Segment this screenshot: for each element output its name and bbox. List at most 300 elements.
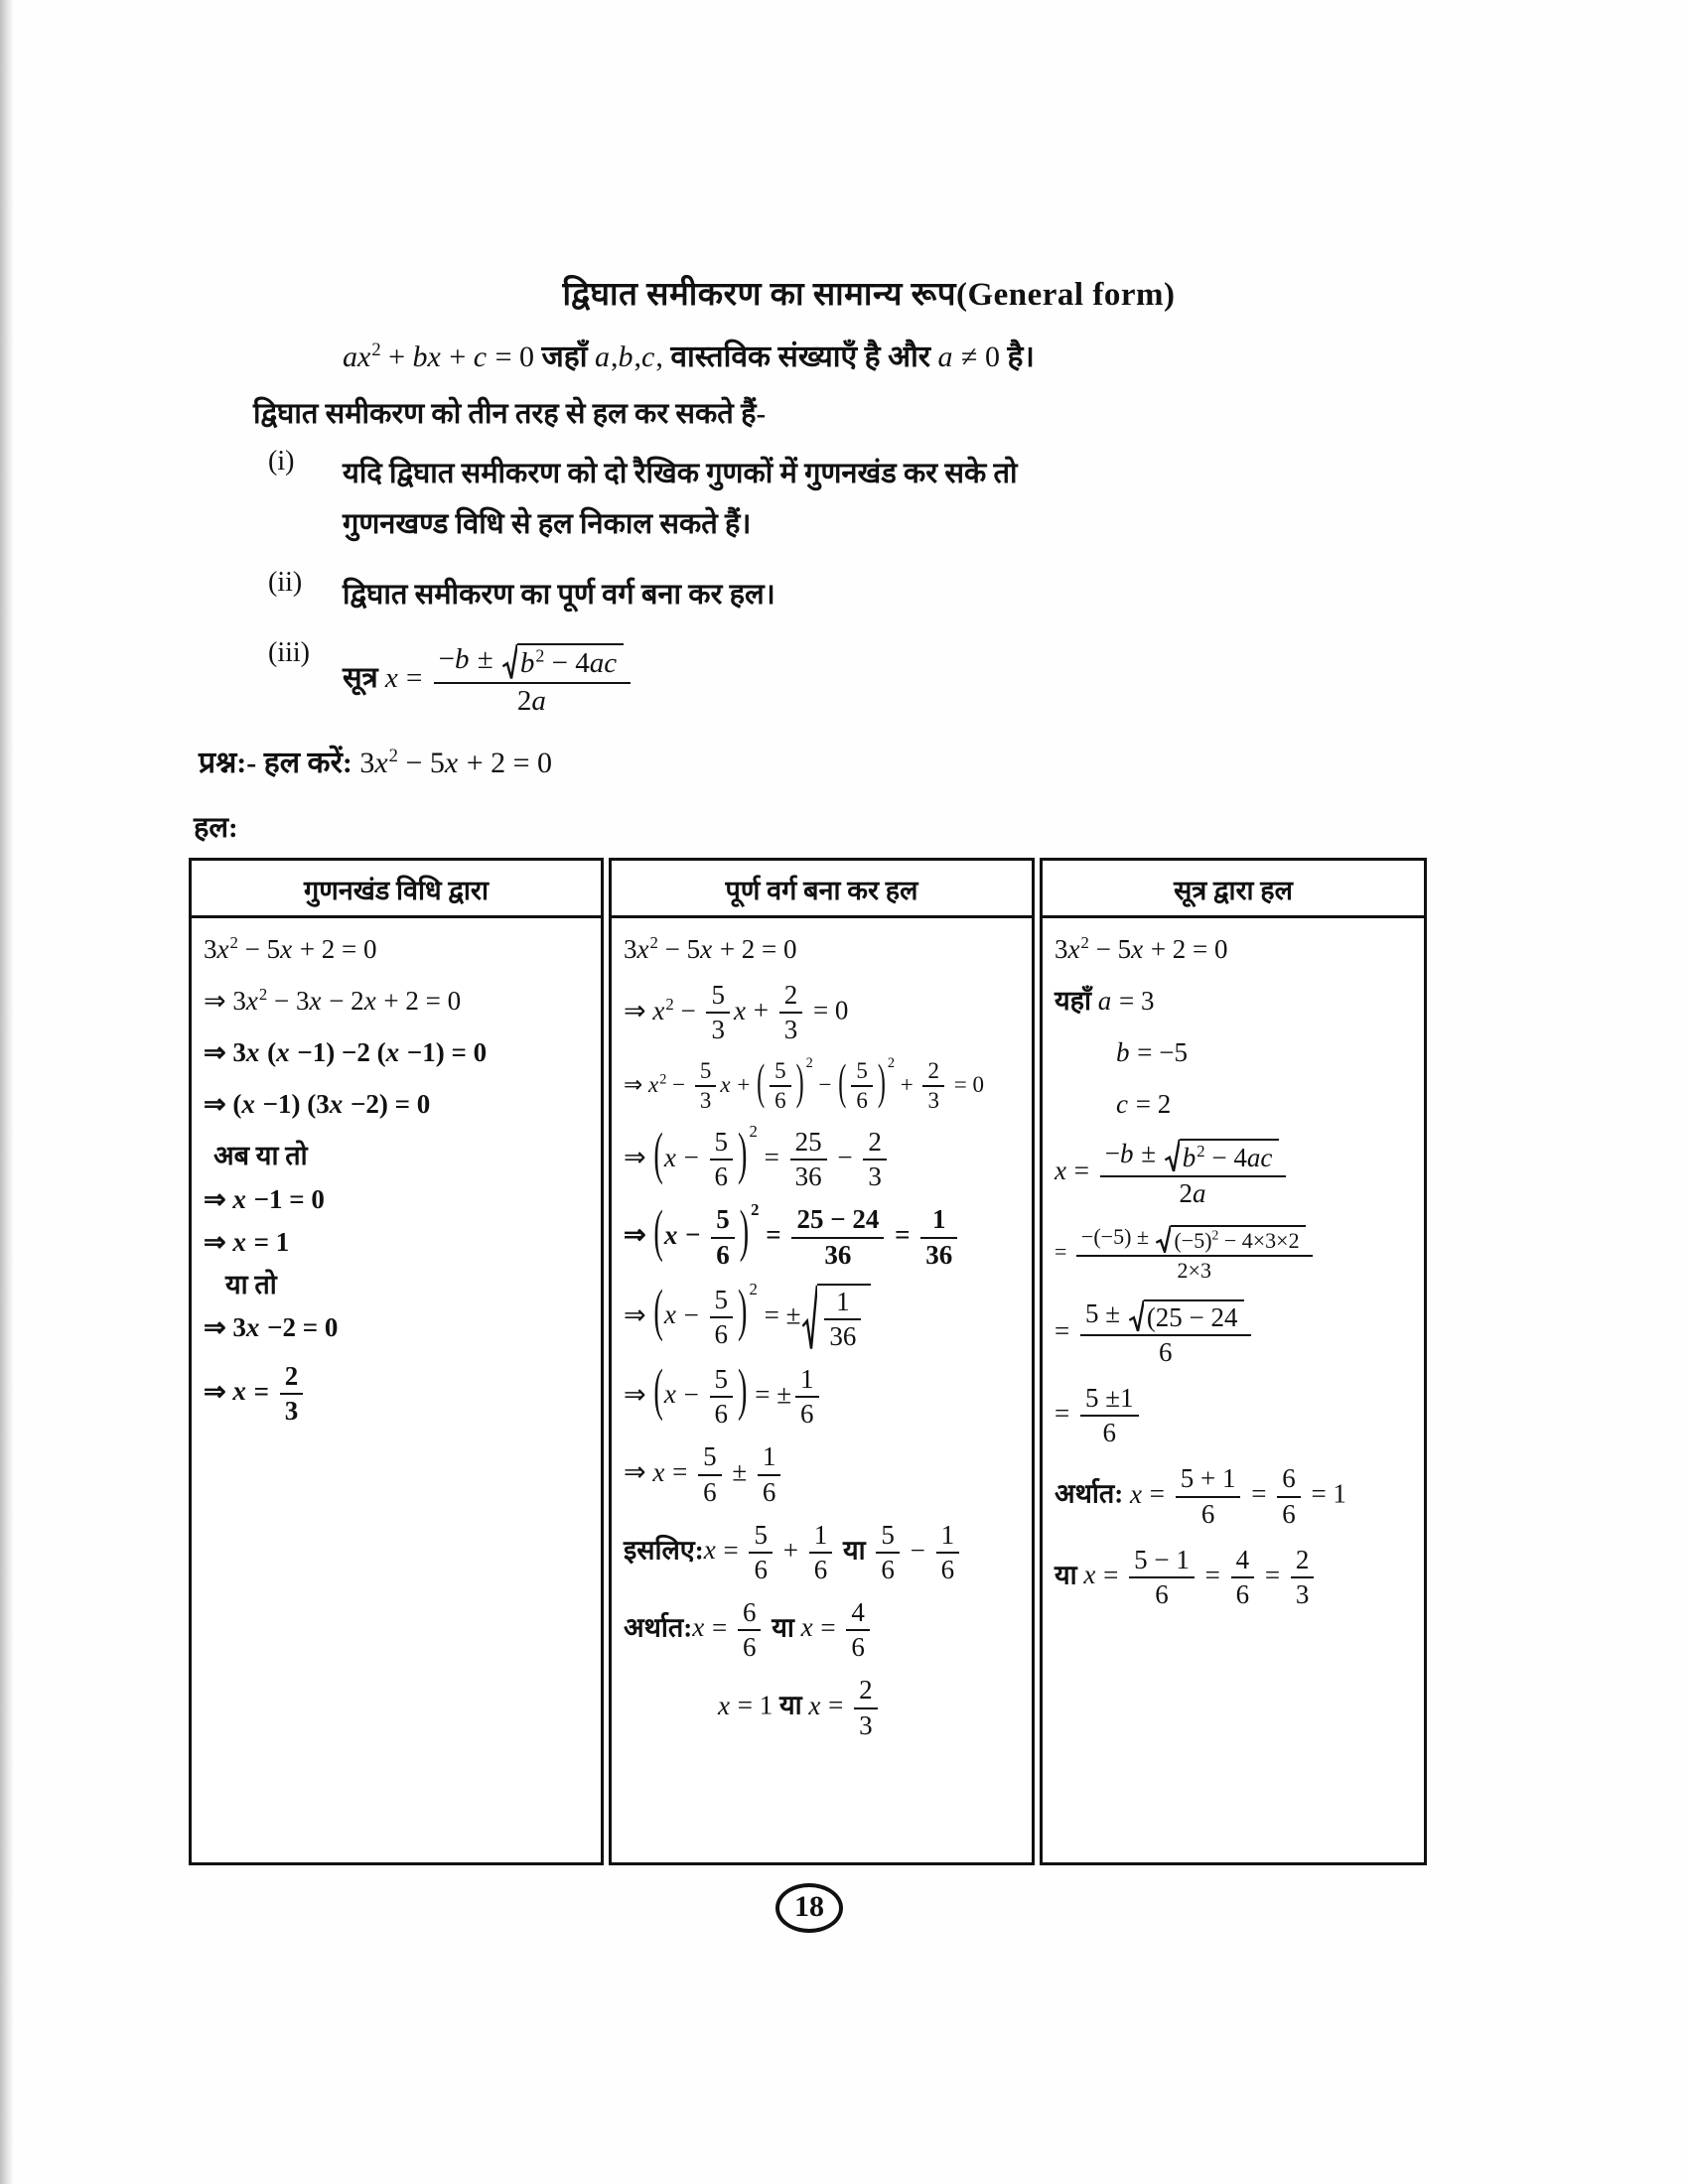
fraction-denominator <box>790 1160 827 1191</box>
math-text: 1 <box>940 1519 955 1550</box>
fraction-numerator <box>1176 1464 1241 1497</box>
exponent: 2 <box>1196 1142 1205 1161</box>
fraction-denominator <box>824 1320 861 1351</box>
math-text: 36 <box>824 1239 852 1270</box>
math-text: ⇒ <box>624 1142 653 1172</box>
math-text: = <box>1258 1560 1287 1590</box>
question-line <box>199 741 1430 781</box>
exponent: 2 <box>1080 933 1089 953</box>
radical-sign <box>1156 1225 1171 1253</box>
math-text: 6 <box>716 1239 730 1270</box>
math-line <box>204 1225 589 1260</box>
fraction-denominator <box>710 1398 734 1429</box>
fraction <box>1080 1299 1251 1368</box>
fraction-numerator <box>846 1598 870 1631</box>
math-line <box>1055 984 1412 1019</box>
table-column <box>189 858 604 1865</box>
radical-sign <box>802 1284 817 1351</box>
math-line <box>204 1087 589 1122</box>
fraction-numerator <box>434 643 632 684</box>
math-text: b = −5 <box>1116 1037 1188 1068</box>
radicand <box>1180 1139 1280 1172</box>
math-text: ⇒ <box>624 1379 653 1410</box>
math-text: 2a <box>1179 1177 1206 1208</box>
fraction <box>1231 1546 1255 1609</box>
method-item-label: (iii) <box>268 636 310 668</box>
fraction <box>695 1059 717 1115</box>
fraction-numerator <box>698 1442 722 1475</box>
math-line <box>213 1139 589 1173</box>
fraction-denominator <box>1277 1498 1301 1529</box>
fraction-numerator <box>795 1365 819 1398</box>
hindi-text: यदि द्विघात समीकरण को दो रैखिक गुणकों में गुणनखंड कर सके तो <box>343 458 1018 489</box>
fraction <box>922 1059 944 1115</box>
math-text: −(−5) ± <box>1080 1223 1155 1249</box>
math-text: 4 <box>1235 1544 1250 1574</box>
math-text: 1 <box>836 1286 850 1316</box>
solution-label: हल: <box>194 812 238 845</box>
math-text: 5 <box>856 1057 868 1083</box>
math-text: = <box>759 1219 788 1250</box>
math-text: 6 <box>856 1088 868 1114</box>
hindi-text: वास्तविक संख्याएँ है और <box>670 341 938 373</box>
math-text: c = 2 <box>1116 1089 1172 1120</box>
radicand <box>517 643 624 680</box>
math-text: 25 <box>794 1127 822 1158</box>
fraction <box>795 1365 819 1429</box>
math-text: x − <box>663 1142 706 1172</box>
math-text: ⇒ <box>624 1219 653 1250</box>
fraction <box>1277 1464 1301 1528</box>
open-paren: ( <box>757 1054 766 1110</box>
square-root <box>1156 1225 1305 1253</box>
math-text: x = <box>808 1690 851 1720</box>
math-text: $b^2 - 4ac$ <box>1182 1142 1273 1173</box>
page-number-wrap <box>189 1883 1430 1933</box>
math-text: 3 <box>1295 1578 1310 1609</box>
math-text: 3 <box>927 1088 939 1114</box>
fraction <box>809 1521 833 1584</box>
math-text: 5 ±1 <box>1084 1383 1134 1414</box>
math-text: −b ± <box>1104 1138 1163 1168</box>
exponent: 2 <box>649 933 658 953</box>
fraction-denominator <box>791 1239 884 1270</box>
page-number-badge <box>775 1883 843 1933</box>
close-paren: ) <box>795 1054 804 1110</box>
title-hindi: द्विघात समीकरण का सामान्य रूप <box>562 277 956 313</box>
math-text: ⇒ x = 1 <box>204 1226 290 1257</box>
close-paren: ) <box>877 1054 886 1110</box>
math-text: 4 <box>851 1597 865 1628</box>
math-text: 6 <box>813 1554 828 1584</box>
math-line <box>204 932 589 967</box>
math-text: = 0 <box>806 995 849 1025</box>
hindi-text: गुणनखण्ड विधि से हल निकाल सकते हैं। <box>343 507 752 540</box>
method-item-body <box>343 637 634 723</box>
math-text: 36 <box>829 1320 857 1351</box>
fraction-numerator <box>922 1059 944 1088</box>
math-text: = <box>1244 1478 1274 1509</box>
fraction <box>706 981 730 1044</box>
math-text: 5 <box>703 1441 717 1472</box>
open-paren: ( <box>838 1054 847 1110</box>
column-body <box>1043 918 1424 1862</box>
fraction-denominator <box>851 1087 873 1114</box>
exponent: 2 <box>388 746 398 767</box>
math-text: 2 <box>1295 1544 1310 1574</box>
math-text: 6 <box>714 1399 729 1430</box>
math-text: − <box>830 1142 860 1172</box>
fraction-numerator <box>854 1676 878 1708</box>
fraction-numerator <box>706 981 730 1014</box>
fraction <box>710 1286 734 1349</box>
open-paren: ( <box>653 1360 663 1424</box>
fraction <box>434 643 632 717</box>
radical-sign <box>1165 1139 1180 1172</box>
fraction <box>791 1205 884 1269</box>
fraction-denominator <box>698 1476 722 1507</box>
open-paren: ( <box>653 1280 663 1344</box>
math-text: = <box>1055 1238 1072 1264</box>
math-text: (25 − 24 <box>1146 1301 1238 1332</box>
fraction-numerator <box>1129 1546 1195 1578</box>
fraction <box>1080 1384 1139 1447</box>
fraction-denominator <box>1100 1177 1287 1208</box>
math-text: x = 1 <box>718 1690 779 1720</box>
fraction-numerator <box>1080 1384 1139 1417</box>
math-text: = <box>1055 1398 1076 1429</box>
fraction <box>790 1128 827 1191</box>
math-text: 2 <box>859 1675 873 1706</box>
math-text: 2a <box>516 684 546 717</box>
fraction-denominator <box>922 1087 944 1114</box>
fraction-denominator <box>1076 1257 1313 1283</box>
math-text: 1 <box>762 1441 776 1472</box>
math-text: − <box>812 1071 838 1097</box>
fraction <box>851 1059 873 1115</box>
fraction-denominator <box>863 1160 887 1191</box>
column-header: सूत्र द्वारा हल <box>1043 861 1424 918</box>
math-text: 1 <box>813 1519 828 1550</box>
math-text: x = <box>1083 1560 1126 1590</box>
math-text: ⇒ $x^2$ − <box>624 1070 691 1097</box>
math-text: a ≠ 0 <box>937 341 1008 373</box>
fraction <box>1176 1464 1241 1528</box>
fraction-numerator <box>738 1598 762 1631</box>
column-header: गुणनखंड विधि द्वारा <box>192 861 601 918</box>
fraction-denominator <box>1231 1578 1255 1609</box>
fraction-numerator <box>851 1059 873 1088</box>
math-text: 5 <box>711 980 725 1011</box>
hindi-text: या <box>1055 1560 1084 1590</box>
fraction-numerator <box>695 1059 717 1088</box>
solutions-table <box>189 858 1430 1865</box>
exponent: 2 <box>665 994 674 1014</box>
general-form-equation <box>343 335 1430 375</box>
math-text: ± <box>725 1456 754 1487</box>
close-paren: ) <box>739 1200 750 1265</box>
fraction-numerator <box>809 1521 833 1554</box>
method-item-label: (i) <box>268 446 295 477</box>
math-text: 3 <box>868 1161 882 1192</box>
fraction <box>711 1205 735 1269</box>
fraction-denominator <box>695 1087 717 1114</box>
exponent: 2 <box>371 340 381 360</box>
math-line <box>624 932 1020 967</box>
math-line <box>1055 1299 1412 1368</box>
close-paren: ) <box>738 1360 748 1424</box>
math-line <box>1055 1139 1412 1207</box>
math-line <box>624 1360 1020 1430</box>
math-line <box>1055 1384 1412 1447</box>
math-line <box>624 1279 1020 1351</box>
math-text: 36 <box>794 1161 822 1192</box>
math-text: 6 <box>851 1632 865 1663</box>
exponent: 2 <box>258 985 268 1005</box>
square-root <box>1165 1139 1280 1172</box>
method-item <box>268 637 1430 723</box>
math-text: −b ± <box>438 642 500 675</box>
radical-sign <box>502 643 517 680</box>
math-text: 5 ± <box>1084 1297 1127 1328</box>
math-line <box>204 1182 589 1217</box>
math-text: 6 <box>881 1554 895 1584</box>
fraction-denominator <box>280 1395 304 1426</box>
fraction <box>758 1442 781 1506</box>
fraction <box>1129 1546 1195 1609</box>
close-paren: ) <box>738 1123 748 1186</box>
math-text: 5 + 1 <box>1180 1463 1236 1494</box>
math-text: 6 <box>1282 1498 1296 1529</box>
fraction-denominator <box>876 1554 900 1584</box>
fraction <box>936 1521 960 1584</box>
fraction-numerator <box>936 1521 960 1554</box>
math-text: 6 <box>1102 1418 1117 1448</box>
math-line <box>624 981 1020 1044</box>
fraction <box>738 1598 762 1662</box>
fraction <box>876 1521 900 1584</box>
math-text: ⇒ x −1 = 0 <box>204 1183 325 1214</box>
fraction-numerator <box>1277 1464 1301 1497</box>
group-exponent: 2 <box>749 1279 758 1298</box>
math-text: + <box>894 1071 919 1097</box>
math-text: 5 <box>699 1057 712 1083</box>
square-root <box>502 643 624 680</box>
fraction <box>710 1128 734 1191</box>
math-text: x = <box>692 1612 734 1643</box>
radical-sign <box>1129 1299 1144 1332</box>
math-text: x + <box>733 995 775 1025</box>
table-column <box>1040 858 1427 1865</box>
math-text: a,b,c, <box>595 341 671 373</box>
fraction-numerator <box>710 1286 734 1318</box>
fraction-numerator <box>711 1205 735 1238</box>
hindi-text: इसलिए: <box>624 1535 704 1566</box>
math-text: 6 <box>940 1554 955 1584</box>
square-root <box>1129 1299 1244 1332</box>
math-line <box>1116 1087 1412 1122</box>
math-text: ⇒ x = <box>204 1376 276 1407</box>
math-text: = 0 <box>947 1071 984 1097</box>
math-text: x = <box>800 1612 843 1643</box>
math-text: 2 <box>783 980 798 1011</box>
hindi-text: अब या तो <box>213 1141 308 1171</box>
math-line <box>225 1268 589 1302</box>
math-line <box>624 1598 1020 1662</box>
hindi-text: या तो <box>225 1269 277 1299</box>
math-text: ⇒ <box>624 1299 653 1330</box>
math-text: 3 <box>859 1709 873 1740</box>
fraction-numerator <box>1231 1546 1255 1578</box>
fraction-denominator <box>1291 1578 1315 1609</box>
math-text: = <box>1055 1315 1076 1346</box>
fraction-numerator <box>758 1442 781 1475</box>
column-header: पूर्ण वर्ग बना कर हल <box>612 861 1032 918</box>
page-number: 18 <box>794 1890 824 1924</box>
method-item <box>268 446 1430 553</box>
math-line <box>1055 932 1412 967</box>
math-text: = <box>757 1142 786 1172</box>
math-text: 1 <box>800 1364 814 1395</box>
fraction <box>779 981 803 1044</box>
method-item-label: (ii) <box>268 566 303 598</box>
hindi-text: है। <box>1007 341 1035 373</box>
math-line <box>718 1676 1020 1739</box>
page-title <box>189 270 1430 315</box>
math-text: 6 <box>742 1597 757 1628</box>
fraction-denominator <box>434 684 632 717</box>
math-text: 5 <box>714 1284 729 1314</box>
hindi-text: द्विघात समीकरण का पूर्ण वर्ग बना कर हल। <box>343 578 775 611</box>
math-text: ⇒ (x −1) (3x −2) = 0 <box>204 1089 431 1120</box>
fraction-numerator <box>710 1128 734 1160</box>
hindi-text: अर्थात: <box>624 1612 693 1643</box>
fraction-denominator <box>779 1014 803 1044</box>
fraction-numerator <box>749 1521 773 1554</box>
fraction <box>854 1676 878 1739</box>
math-line <box>624 1442 1020 1506</box>
fraction-numerator <box>779 981 803 1014</box>
fraction-denominator <box>1176 1498 1241 1529</box>
math-line <box>204 984 589 1019</box>
math-text: = 1 <box>1304 1478 1346 1509</box>
math-text: x + <box>720 1071 757 1097</box>
math-text: = ± <box>757 1299 801 1330</box>
math-text: 2 <box>868 1127 882 1158</box>
math-text: 25 − 24 <box>796 1204 880 1235</box>
method-item-body <box>343 446 1018 553</box>
methods-list <box>268 446 1430 723</box>
math-text: = <box>1197 1560 1227 1590</box>
math-text: 6 <box>774 1088 786 1114</box>
fraction-denominator <box>749 1554 773 1584</box>
fraction-denominator <box>738 1631 762 1662</box>
method-item-line <box>343 502 1018 547</box>
fraction-denominator <box>711 1239 735 1270</box>
fraction-numerator <box>790 1128 827 1160</box>
group-exponent: 2 <box>887 1054 895 1071</box>
math-text: $3x^2 - 5x + 2 = 0$ <box>1055 933 1228 965</box>
math-text: 2 <box>927 1057 939 1083</box>
square-root <box>802 1284 871 1351</box>
title-latin: (General form) <box>955 277 1176 313</box>
parenthesized-group <box>756 1054 813 1115</box>
math-text: = <box>888 1219 917 1250</box>
fraction <box>1291 1546 1315 1609</box>
math-text: ⇒ 3x (x −1) −2 (x −1) = 0 <box>204 1037 488 1068</box>
fraction <box>698 1442 722 1506</box>
fraction-numerator <box>1291 1546 1315 1578</box>
column-body <box>192 918 601 1862</box>
fraction-numerator <box>1076 1225 1313 1257</box>
math-text: 1 <box>931 1204 946 1235</box>
math-text: 5 <box>716 1204 730 1235</box>
math-text: 3 <box>783 1015 798 1045</box>
fraction <box>846 1598 870 1662</box>
math-line <box>1055 1546 1412 1609</box>
math-text: 6 <box>742 1632 757 1663</box>
parenthesized-group <box>652 1199 760 1270</box>
math-text: 5 <box>754 1519 768 1550</box>
fraction-numerator <box>876 1521 900 1554</box>
math-text: ⇒ 3x −2 = 0 <box>204 1311 339 1342</box>
radicand <box>817 1284 871 1351</box>
fraction-denominator <box>809 1554 833 1584</box>
math-line <box>204 1035 589 1070</box>
fraction <box>749 1521 773 1584</box>
math-text: 6 <box>1155 1578 1169 1609</box>
fraction <box>280 1362 304 1426</box>
fraction-denominator <box>795 1398 819 1429</box>
fraction-denominator <box>846 1631 870 1662</box>
parenthesized-group <box>652 1122 758 1192</box>
fraction-denominator <box>710 1318 734 1349</box>
fraction <box>1100 1139 1287 1207</box>
math-line <box>624 1521 1020 1584</box>
math-text: 5 − 1 <box>1134 1544 1190 1574</box>
method-item-line <box>343 452 1018 496</box>
fraction-numerator <box>770 1059 791 1088</box>
fraction-numerator <box>920 1205 957 1238</box>
method-item-line <box>343 643 634 717</box>
math-text: 36 <box>925 1239 953 1270</box>
math-text: 5 <box>714 1364 729 1395</box>
hindi-text: सूत्र <box>343 661 385 694</box>
fraction-numerator <box>863 1128 887 1160</box>
method-item <box>268 567 1430 623</box>
math-text: a = 3 <box>1097 986 1155 1017</box>
method-item-line <box>343 573 775 617</box>
parenthesized-group <box>652 1279 758 1349</box>
math-line <box>1055 1464 1412 1528</box>
fraction <box>770 1059 791 1115</box>
method-item-body <box>343 567 775 623</box>
math-text: x = <box>1055 1156 1096 1186</box>
fraction-numerator <box>791 1205 884 1238</box>
math-text: $3x^2 - 5x + 2 = 0$ <box>359 746 553 780</box>
fraction-denominator <box>770 1087 791 1114</box>
math-text: 3 <box>711 1015 725 1045</box>
fraction <box>824 1288 861 1351</box>
fraction <box>1076 1225 1313 1283</box>
hindi-text: या <box>836 1535 873 1566</box>
exponent: 2 <box>1211 1227 1219 1243</box>
hindi-text: या <box>765 1612 801 1643</box>
math-text: $ax^2$ + bx + c = 0 <box>343 340 542 373</box>
math-line <box>624 1199 1020 1270</box>
page-content <box>189 270 1430 1933</box>
math-text: 6 <box>754 1554 768 1584</box>
